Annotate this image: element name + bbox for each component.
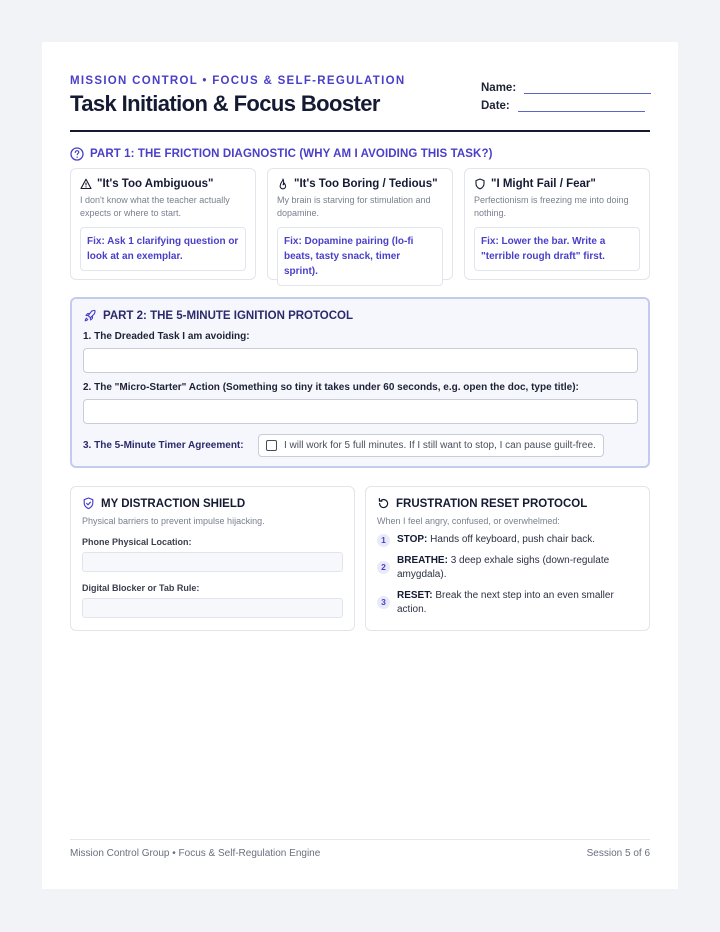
card-fix: Fix: Dopamine pairing (lo-fi beats, tasty snack, timer sprint). [277,227,443,286]
part2-heading-text: PART 2: THE 5-MINUTE IGNITION PROTOCOL [103,310,354,322]
friction-card-boring [267,168,453,280]
distraction-shield-panel [70,486,355,631]
friction-cards [70,168,650,280]
date-label: Date: [481,100,510,112]
shield-subtitle: Physical barriers to prevent impulse hijacking. [82,516,265,526]
step-keyword: RESET: [397,590,433,601]
step-text: Break the next step into an even smaller action. [397,590,614,615]
friction-card-title [80,178,246,190]
friction-card-ambiguous [70,168,256,280]
part2-heading [83,309,637,323]
agreement-checkbox[interactable] [266,440,277,451]
reset-heading-text: FRUSTRATION RESET PROTOCOL [396,497,588,510]
step-number: 2 [377,561,390,574]
header-divider [70,130,650,132]
question-circle-icon [70,147,84,161]
part1-heading-text: PART 1: THE FRICTION DIAGNOSTIC (WHY AM I AVOIDING THIS TASK?) [90,148,493,160]
micro-starter-input[interactable] [83,399,638,424]
timer-agreement-box[interactable] [258,434,604,457]
timer-agreement-label: 3. The 5-Minute Timer Agreement: [83,440,244,451]
reset-step [377,533,638,547]
card-title-text: "It's Too Ambiguous" [97,178,214,190]
header [70,75,650,116]
footer-divider [70,839,650,840]
step-content [397,533,595,547]
footer-session-text: Session 5 of 6 [586,848,650,859]
worksheet-page [42,42,678,889]
dreaded-task-input[interactable] [83,348,638,373]
step-keyword: BREATHE: [397,555,448,566]
card-description: I don't know what the teacher actually expects or where to start. [80,195,230,218]
date-field[interactable] [518,100,645,112]
footer-left-text: Mission Control Group • Focus & Self-Regulation Engine [70,848,321,859]
step-text: 3 deep exhale sighs (down-regulate amygdala). [397,555,610,580]
name-field[interactable] [524,82,651,94]
reset-heading [377,497,638,510]
ignition-protocol-panel [70,297,650,468]
friction-card-fear [464,168,650,280]
agreement-text: I will work for 5 full minutes. If I still want to stop, I can pause guilt-free. [284,440,596,451]
card-fix: Fix: Ask 1 clarifying question or look at an exemplar. [80,227,246,271]
shield-icon [474,178,486,190]
digital-blocker-label: Digital Blocker or Tab Rule: [82,583,200,593]
step-content [397,589,638,617]
warning-triangle-icon [80,178,92,190]
phone-location-label: Phone Physical Location: [82,537,192,547]
reset-subtitle: When I feel angry, confused, or overwhelmed: [377,516,560,526]
page-title: Task Initiation & Focus Booster [70,91,380,116]
rocket-icon [83,309,97,323]
card-description: My brain is starving for stimulation and dopamine. [277,195,431,218]
phone-location-input[interactable] [82,552,343,572]
digital-blocker-input[interactable] [82,598,343,618]
header-kicker: MISSION CONTROL • FOCUS & SELF-REGULATION [70,75,406,87]
reset-step [377,589,638,617]
dreaded-task-label: 1. The Dreaded Task I am avoiding: [83,331,250,342]
shield-heading-text: MY DISTRACTION SHIELD [101,497,246,510]
frustration-reset-panel [365,486,650,631]
reset-steps [377,533,638,617]
step-number: 3 [377,596,390,609]
card-description: Perfectionism is freezing me into doing nothing. [474,195,629,218]
step-number: 1 [377,534,390,547]
timer-agreement-row [83,434,637,457]
part1-heading [70,147,493,161]
rotate-ccw-icon [377,497,390,510]
step-keyword: STOP: [397,534,428,545]
card-fix: Fix: Lower the bar. Write a "terrible rough draft" first. [474,227,640,271]
name-date-block [481,79,651,115]
friction-card-title [277,178,443,190]
shield-check-icon [82,497,95,510]
name-label: Name: [481,82,517,94]
step-text: Hands off keyboard, push chair back. [430,534,596,545]
step-content [397,554,638,582]
reset-step [377,554,638,582]
flame-icon [277,178,289,190]
card-title-text: "It's Too Boring / Tedious" [294,178,438,190]
micro-starter-label: 2. The "Micro-Starter" Action (Something so tiny it takes under 60 seconds, e.g. open the doc, type title): [83,382,579,393]
card-title-text: "I Might Fail / Fear" [491,178,596,190]
shield-heading [82,497,343,510]
friction-card-title [474,178,640,190]
